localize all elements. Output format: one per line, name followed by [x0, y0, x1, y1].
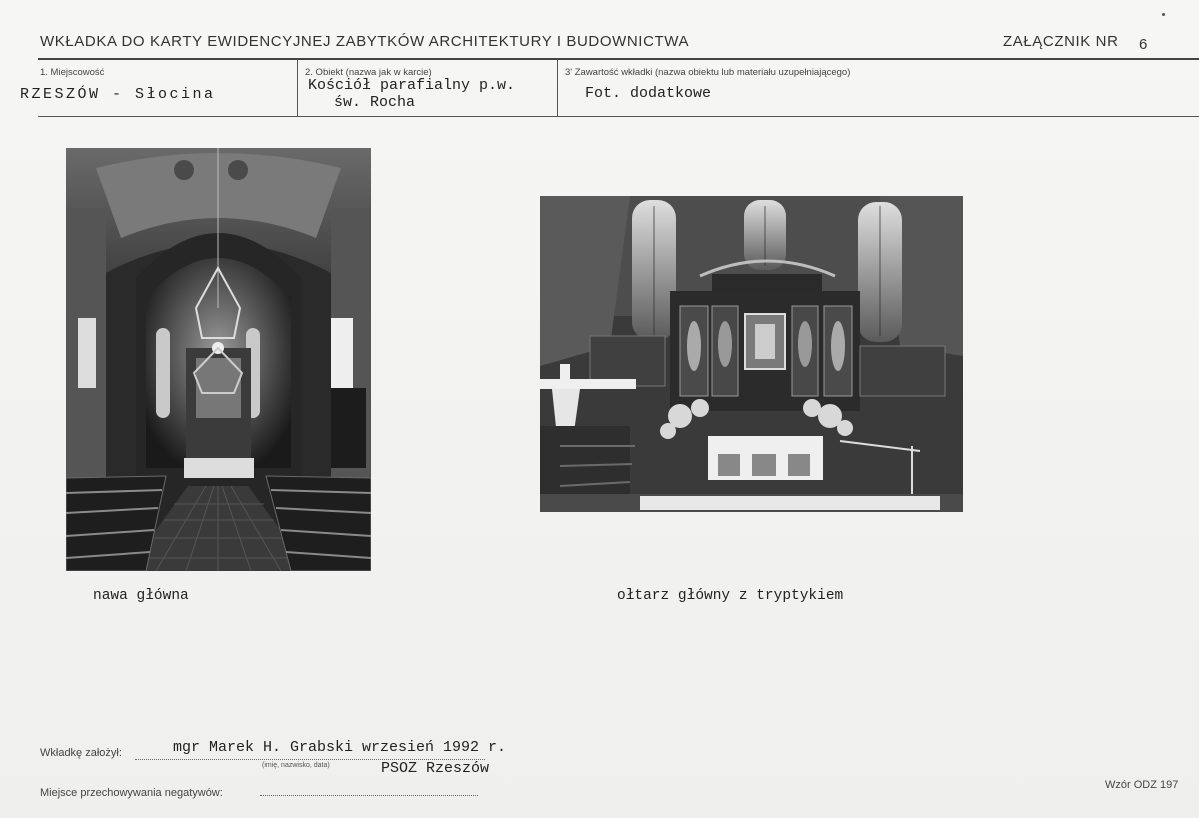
nave-photo-image	[66, 148, 371, 571]
storage-line	[260, 795, 478, 796]
form-title: WKŁADKA DO KARTY EWIDENCYJNEJ ZABYTKÓW ARCHITEKTURY I BUDOWNICTWA	[40, 33, 690, 50]
object-value-line2: św. Rocha	[334, 94, 416, 111]
field-rule	[38, 116, 1199, 117]
photo-main-nave	[66, 148, 371, 571]
photo-main-altar	[540, 196, 963, 512]
prepared-by-label: Wkładkę założył:	[40, 747, 122, 759]
annex-label: ZAŁĄCZNIK NR	[1003, 33, 1119, 50]
object-value-line1: Kościół parafialny p.w.	[308, 77, 516, 94]
annex-number: 6	[1139, 36, 1148, 53]
caption-nave: nawa główna	[93, 588, 189, 604]
prepared-by-value: mgr Marek H. Grabski wrzesień 1992 r.	[173, 739, 507, 756]
field-divider	[557, 59, 558, 116]
prepared-by-hint: (imię, nazwisko, data)	[262, 762, 330, 769]
form-id: Wzór ODZ 197	[1105, 779, 1179, 791]
locality-value: RZESZÓW - Słocina	[20, 86, 216, 103]
altar-photo-image	[540, 196, 963, 512]
storage-label: Miejsce przechowywania negatywów:	[40, 787, 223, 799]
contents-value: Fot. dodatkowe	[585, 85, 712, 102]
field-divider	[297, 59, 298, 116]
corner-mark	[1162, 13, 1165, 16]
header-rule	[38, 58, 1199, 60]
caption-altar: ołtarz główny z tryptykiem	[617, 588, 844, 604]
contents-label: 3' Zawartość wkładki (nazwa obiektu lub materiału uzupełniającego)	[565, 67, 851, 78]
locality-label: 1. Miejscowość	[40, 67, 105, 78]
object-label: 2. Obiekt (nazwa jak w karcie)	[305, 67, 432, 78]
storage-value: PSOZ Rzeszów	[381, 760, 490, 777]
